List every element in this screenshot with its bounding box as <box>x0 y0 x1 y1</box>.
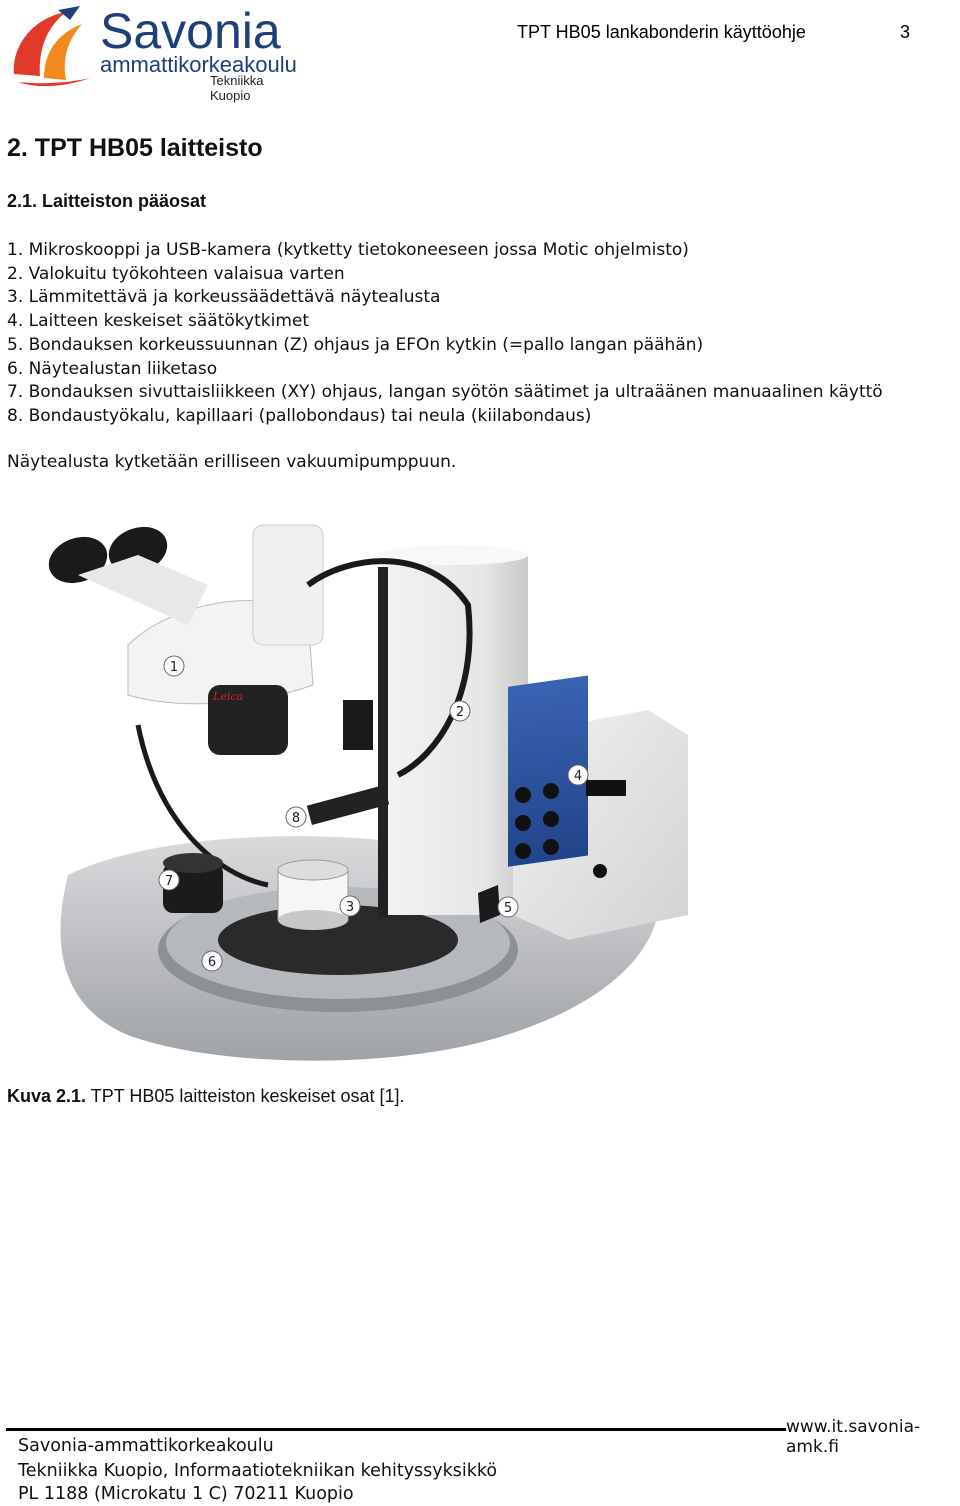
callout-7 <box>159 870 179 890</box>
callout-2 <box>450 701 470 721</box>
savonia-logo-mark-icon <box>4 4 100 88</box>
list-item: 7. Bondauksen sivuttaisliikkeen (XY) ohjaus, langan syötön säätimet ja ultraäänen manuaalinen käyttö <box>7 382 883 403</box>
list-item: 3. Lämmitettävä ja korkeussäädettävä näytealusta <box>7 287 441 308</box>
footer-department: Tekniikka Kuopio, Informaatiotekniikan kehityssyksikkö <box>18 1461 498 1481</box>
section-heading: 2. TPT HB05 laitteisto <box>7 134 263 162</box>
list-item: 8. Bondaustyökalu, kapillaari (pallobondaus) tai neula (kiilabondaus) <box>7 405 592 426</box>
caption-text: TPT HB05 laitteiston keskeiset osat [1]. <box>86 1086 405 1106</box>
callout-6 <box>202 951 222 971</box>
parts-list <box>7 239 883 429</box>
caption-label: Kuva 2.1. <box>7 1086 87 1106</box>
leica-label: Leica <box>213 690 244 703</box>
callout-3 <box>340 896 360 916</box>
list-item: 6. Näytealustan liiketaso <box>7 358 218 379</box>
svg-text:7: 7 <box>164 874 174 889</box>
subsection-heading: 2.1. Laitteiston pääosat <box>7 191 207 211</box>
vacuum-note: Näytealusta kytketään erilliseen vakuumipumppuun. <box>7 452 457 472</box>
footer-organization: Savonia-ammattikorkeakoulu <box>18 1436 274 1456</box>
figure-caption <box>7 1086 405 1107</box>
document-title: TPT HB05 lankabonderin käyttöohje <box>517 22 806 42</box>
list-item: 5. Bondauksen korkeussuunnan (Z) ohjaus ja EFOn kytkin (=pallo langan päähän) <box>7 334 704 355</box>
footer-divider <box>6 1428 786 1431</box>
controller-box <box>508 675 688 940</box>
logo-subtitle: ammattikorkeakoulu <box>100 52 297 77</box>
svg-text:8: 8 <box>291 811 301 826</box>
wire-bonder-photo <box>8 495 954 1075</box>
svg-text:3: 3 <box>345 900 355 915</box>
list-item: 4. Laitteen keskeiset säätökytkimet <box>7 311 309 332</box>
svg-text:5: 5 <box>503 901 513 916</box>
footer-website-link[interactable]: www.it.savonia-amk.fi <box>786 1417 921 1457</box>
callout-8 <box>286 807 306 827</box>
logo-campus: Tekniikka Kuopio <box>210 73 264 103</box>
svg-text:6: 6 <box>207 955 217 970</box>
list-item: 2. Valokuitu työkohteen valaisua varten <box>7 263 345 284</box>
svg-text:2: 2 <box>455 705 465 720</box>
heated-stage <box>278 860 348 930</box>
savonia-logo <box>4 3 304 103</box>
bonder-tower <box>378 545 528 917</box>
callout-1 <box>164 656 184 676</box>
svg-text:4: 4 <box>573 769 583 784</box>
footer-address: PL 1188 (Microkatu 1 C) 70211 Kuopio <box>18 1484 354 1504</box>
svg-text:1: 1 <box>169 660 179 675</box>
callout-4 <box>568 765 588 785</box>
microscope <box>42 519 323 755</box>
callout-5 <box>498 897 518 917</box>
logo-brand-text: Savonia <box>100 3 281 59</box>
list-item: 1. Mikroskooppi ja USB-kamera (kytketty tietokoneeseen jossa Motic ohjelmisto) <box>7 240 689 260</box>
page-number: 3 <box>900 22 911 42</box>
